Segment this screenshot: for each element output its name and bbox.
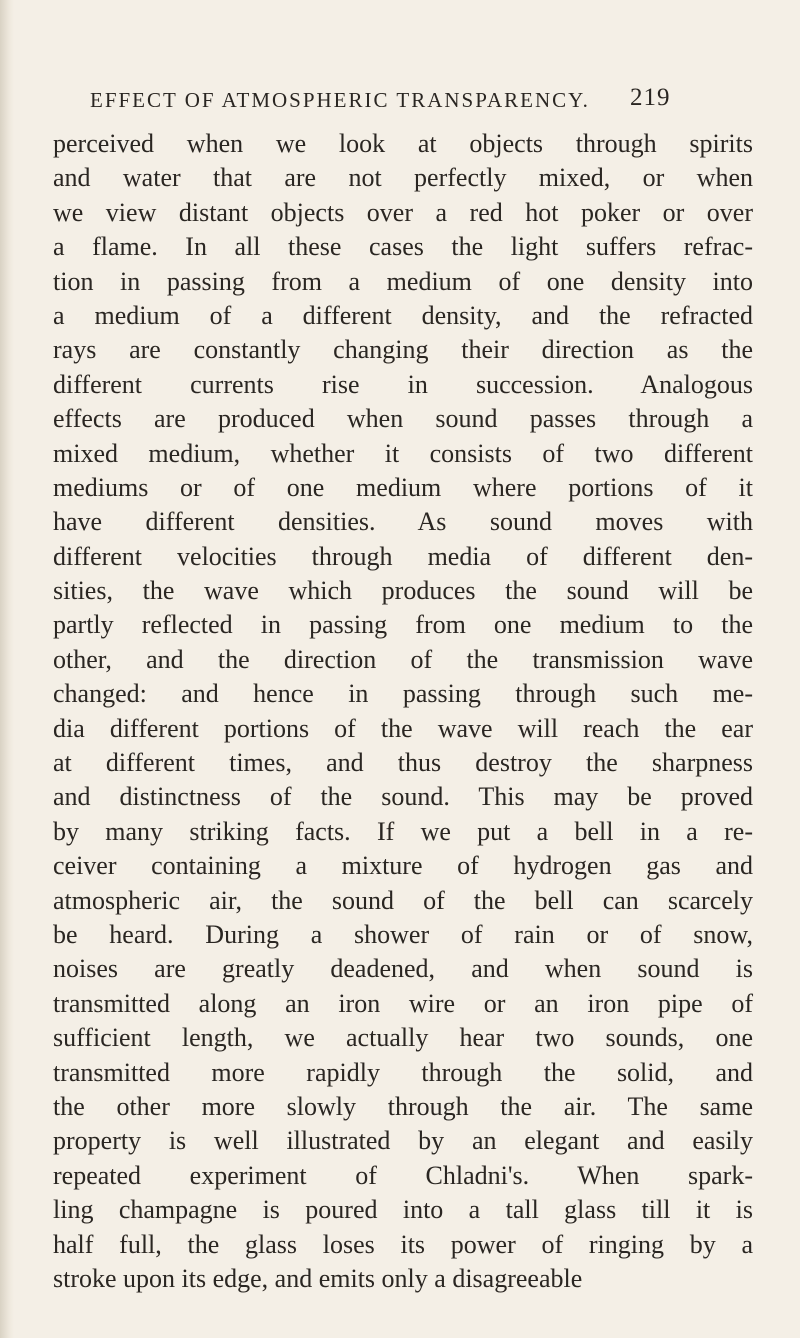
page-gutter-shadow bbox=[0, 0, 14, 1338]
text-line: we view distant objects over a red hot poker or over bbox=[53, 197, 753, 227]
text-line: effects are produced when sound passes through a bbox=[53, 404, 753, 434]
text-line: partly reflected in passing from one medium to the bbox=[53, 610, 753, 640]
text-line: a medium of a different density, and the refracted bbox=[53, 300, 753, 330]
text-line: at different times, and thus destroy the sharpness bbox=[53, 748, 753, 778]
text-line: different velocities through media of different den- bbox=[53, 541, 753, 571]
text-line: have different densities. As sound moves with bbox=[53, 507, 753, 537]
text-line: different currents rise in succession. Analogous bbox=[53, 369, 753, 399]
page-number: 219 bbox=[630, 84, 671, 111]
text-line: noises are greatly deadened, and when sound is bbox=[53, 954, 753, 984]
page-header bbox=[0, 82, 800, 118]
text-line: rays are constantly changing their direction as the bbox=[53, 335, 753, 365]
text-line: be heard. During a shower of rain or of snow, bbox=[53, 919, 753, 949]
text-line: tion in passing from a medium of one density into bbox=[53, 266, 753, 296]
text-line: transmitted along an iron wire or an iron pipe of bbox=[53, 988, 753, 1018]
text-line: atmospheric air, the sound of the bell can scarcely bbox=[53, 885, 753, 915]
text-line: repeated experiment of Chladni's. When spark- bbox=[53, 1160, 753, 1190]
text-line: stroke upon its edge, and emits only a disagreeable bbox=[53, 1263, 583, 1293]
text-line: perceived when we look at objects through spirits bbox=[53, 129, 753, 158]
text-line: dia different portions of the wave will reach the ear bbox=[53, 713, 753, 743]
text-line: other, and the direction of the transmission wave bbox=[53, 644, 753, 674]
text-line: property is well illustrated by an elegant and easily bbox=[53, 1126, 753, 1156]
body-text bbox=[53, 127, 753, 1296]
text-line: mixed medium, whether it consists of two different bbox=[53, 438, 753, 468]
text-line: sufficient length, we actually hear two sounds, one bbox=[53, 1023, 753, 1053]
text-line: ling champagne is poured into a tall glass till it is bbox=[53, 1195, 753, 1225]
text-line: by many striking facts. If we put a bell in a re- bbox=[53, 816, 753, 846]
text-line: changed: and hence in passing through such me- bbox=[53, 679, 753, 709]
text-line: and water that are not perfectly mixed, or when bbox=[53, 163, 753, 193]
text-line: a flame. In all these cases the light suffers refrac- bbox=[53, 232, 753, 262]
text-line: and distinctness of the sound. This may be proved bbox=[53, 782, 753, 812]
text-line: half full, the glass loses its power of ringing by a bbox=[53, 1229, 753, 1259]
running-head: EFFECT OF ATMOSPHERIC TRANSPARENCY. bbox=[90, 88, 590, 112]
text-line: the other more slowly through the air. The same bbox=[53, 1091, 753, 1121]
text-line: sities, the wave which produces the sound will be bbox=[53, 576, 753, 606]
text-line: ceiver containing a mixture of hydrogen gas and bbox=[53, 851, 753, 881]
text-line: transmitted more rapidly through the solid, and bbox=[53, 1057, 753, 1087]
text-line: mediums or of one medium where portions of it bbox=[53, 472, 753, 502]
